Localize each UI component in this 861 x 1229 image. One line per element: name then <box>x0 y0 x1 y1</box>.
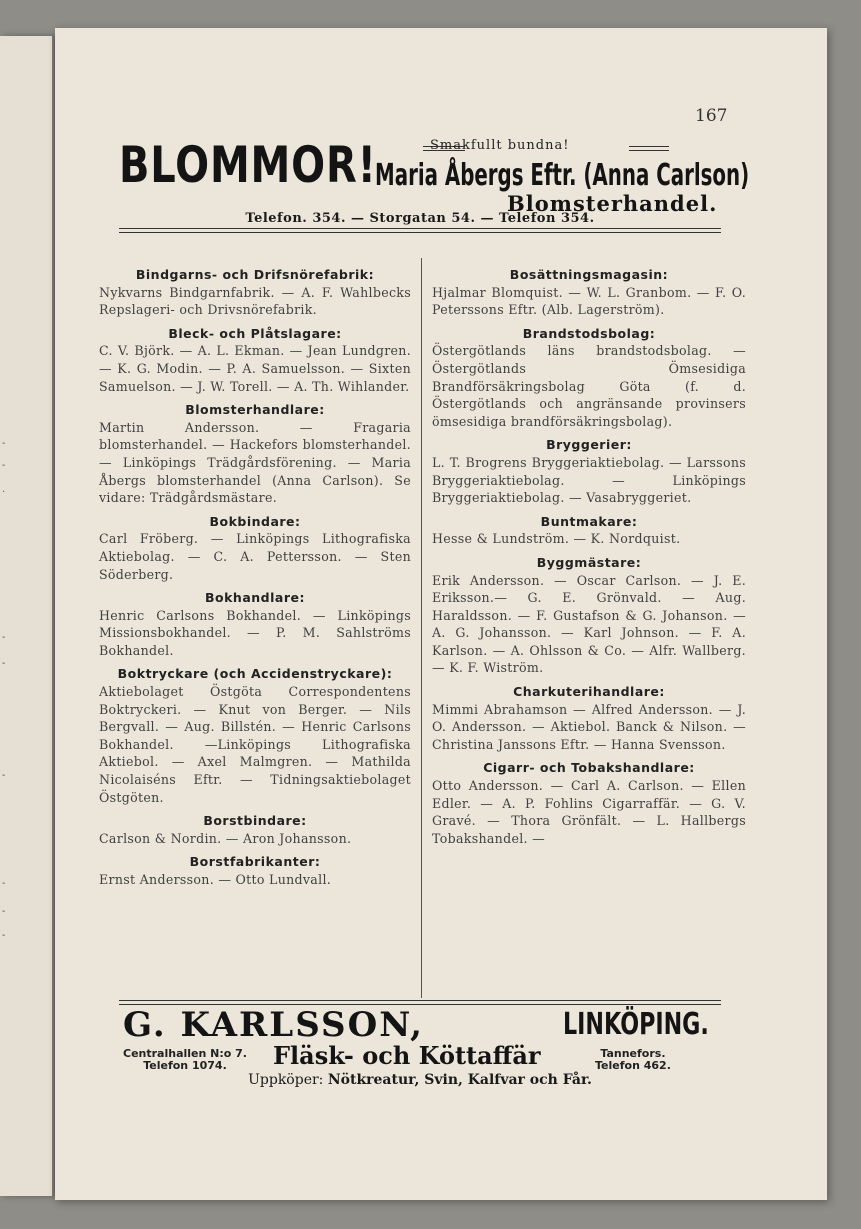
margin-mark: - <box>2 906 6 917</box>
margin-mark: - <box>2 770 6 781</box>
section-heading: Boktryckare (och Accidenstryckare): <box>117 666 393 682</box>
section-entries: Hesse & Lundström. — K. Nordquist. <box>432 531 681 547</box>
margin-mark: - <box>2 460 6 471</box>
section-entries: C. V. Björk. — A. L. Ekman. — Jean Lundgren. — K. G. Modin. — P. A. Samuelsson. — Sixten Samuelson. — J. W. Torell. — A. Th. Wihlander. <box>99 343 411 394</box>
ad-address-right <box>595 1048 671 1072</box>
margin-mark: - <box>2 658 6 669</box>
section-heading: Buntmakare: <box>540 513 638 529</box>
section-heading: Byggmästare: <box>536 554 642 570</box>
ad-buys-line <box>119 1072 721 1088</box>
ad-branch: Tannefors. <box>600 1047 666 1060</box>
margin-mark: - <box>2 438 6 449</box>
section-entries: Hjalmar Blomquist. — W. L. Granbom. — F. O. Peterssons Eftr. (Alb. Lagerström). <box>432 284 746 318</box>
section-entries: Martin Andersson. — Fragaria blomsterhandel. — Hackefors blomsterhandel. — Linköpings Trädgårdsförening. — Maria Åbergs blomsterhandel (Anna Carlson). Se vidare: Trädgårdsmästare. <box>99 419 411 506</box>
section-heading: Bryggerier: <box>546 437 632 453</box>
section-heading: Bleck- och Plåtslagare: <box>168 325 342 341</box>
margin-mark: . <box>2 484 6 495</box>
section-heading: Blomsterhandlare: <box>185 402 325 418</box>
section-heading: Bokhandlare: <box>205 590 305 606</box>
ad-firm-name: Maria Åbergs Eftr. (Anna Carlson) <box>375 158 750 193</box>
ad-headline: BLOMMOR! <box>119 136 377 194</box>
section-entries: Nykvarns Bindgarnfabrik. — A. F. Wahlbecks Repslageri- och Drivsnörefabrik. <box>99 284 411 318</box>
ad-phone-left: Telefon 1074. <box>143 1059 227 1072</box>
section-heading: Bindgarns- och Drifsnörefabrik: <box>135 267 375 282</box>
right-column <box>432 266 746 853</box>
column-divider <box>421 258 422 998</box>
section-entries: Mimmi Abrahamson — Alfred Andersson. — J. O. Andersson. — Aktiebol. Banck & Nilson. — Christina Janssons Eftr. — Hanna Svensson. <box>432 701 746 752</box>
page-number: 167 <box>695 106 728 126</box>
section-entries: Erik Andersson. — Oscar Carlson. — J. E. Eriksson.— G. E. Grönvald. — Aug. Haraldsson. — F. Gustafson & G. Johanson. — A. G. Johansson. — Karl Johnson. — F. A. Karlson. — A. Ohlsson & Co. — Alfr. Wallberg. — K. F. Wiström. <box>432 572 746 676</box>
section-entries: Aktiebolaget Östgöta Correspondentens Boktryckeri. — Knut von Berger. — Nils Bergvall. — Aug. Billstén. — Henric Carlsons Bokhandel. —Linköpings Lithografiska Aktiebol. — Axel Malmgren. — Mathilda Nicolaiséns Eftr. — Tidningsaktiebolaget Östgöten. <box>99 684 411 805</box>
ad-buys-label: Uppköper: <box>248 1072 324 1088</box>
section-entries: Carl Fröberg. — Linköpings Lithografiska Aktiebolag. — C. A. Pettersson. — Sten Söderberg. <box>99 531 411 582</box>
section-entries: Henric Carlsons Bokhandel. — Linköpings Missionsbokhandel. — P. M. Sahlströms Bokhandel. <box>99 607 411 658</box>
margin-mark: - <box>2 632 6 643</box>
header-rule <box>119 228 721 233</box>
section-heading: Borstfabrikanter: <box>189 854 321 870</box>
ad-phone-right: Telefon 462. <box>595 1059 671 1072</box>
section-heading: Bokbindare: <box>209 513 301 529</box>
margin-mark: - <box>2 930 6 941</box>
ad-merchant-name: G. KARLSSON, <box>123 1005 424 1045</box>
section-entries: Ernst Andersson. — Otto Lundvall. <box>99 872 332 887</box>
section-entries: Carlson & Nordin. — Aron Johansson. <box>99 830 352 846</box>
ad-contact-line: Telefon. 354. — Storgatan 54. — Telefon 354. <box>245 211 595 226</box>
section-heading: Charkuterihandlare: <box>513 684 665 700</box>
ad-city: LINKÖPING. <box>563 1007 709 1042</box>
ad-address-left <box>123 1048 247 1072</box>
margin-mark: - <box>2 878 6 889</box>
ad-buys-items: Nötkreatur, Svin, Kalfvar och Får. <box>327 1072 592 1088</box>
section-heading: Brandstodsbolag: <box>522 325 656 341</box>
section-entries: Östergötlands läns brandstodsbolag. — Östergötlands Ömsesidiga Brandförsäkringsbolag Göta (f. d. Östergötlands och angränsande provinsers ömsesidiga brandförsäkringsbolag). <box>432 343 746 429</box>
section-heading: Borstbindare: <box>203 813 307 829</box>
ornament-rule <box>629 146 669 151</box>
ad-shop-type: Fläsk- och Köttaffär <box>273 1041 541 1070</box>
ad-tagline: Smakfullt bundna! <box>430 138 570 153</box>
left-column <box>99 266 411 895</box>
section-heading: Cigarr- och Tobakshandlare: <box>483 760 695 776</box>
previous-page-marks <box>0 36 50 1196</box>
ad-market-hall: Centralhallen N:o 7. <box>123 1047 247 1060</box>
ad-shop-type: Blomsterhandel. <box>507 191 718 216</box>
document-page <box>55 28 827 1200</box>
section-entries: Otto Andersson. — Carl A. Carlson. — Ellen Edler. — A. P. Fohlins Cigarraffär. — G. V. Gravé. — Thora Grönfält. — L. Hallbergs Tobakshandel. — <box>432 778 746 846</box>
section-heading: Bosättningsmagasin: <box>509 267 669 282</box>
section-entries: L. T. Brogrens Bryggeriaktiebolag. — Larssons Bryggeriaktiebolag. — Linköpings Bryggeriaktiebolag. — Vasabryggeriet. <box>432 454 746 506</box>
